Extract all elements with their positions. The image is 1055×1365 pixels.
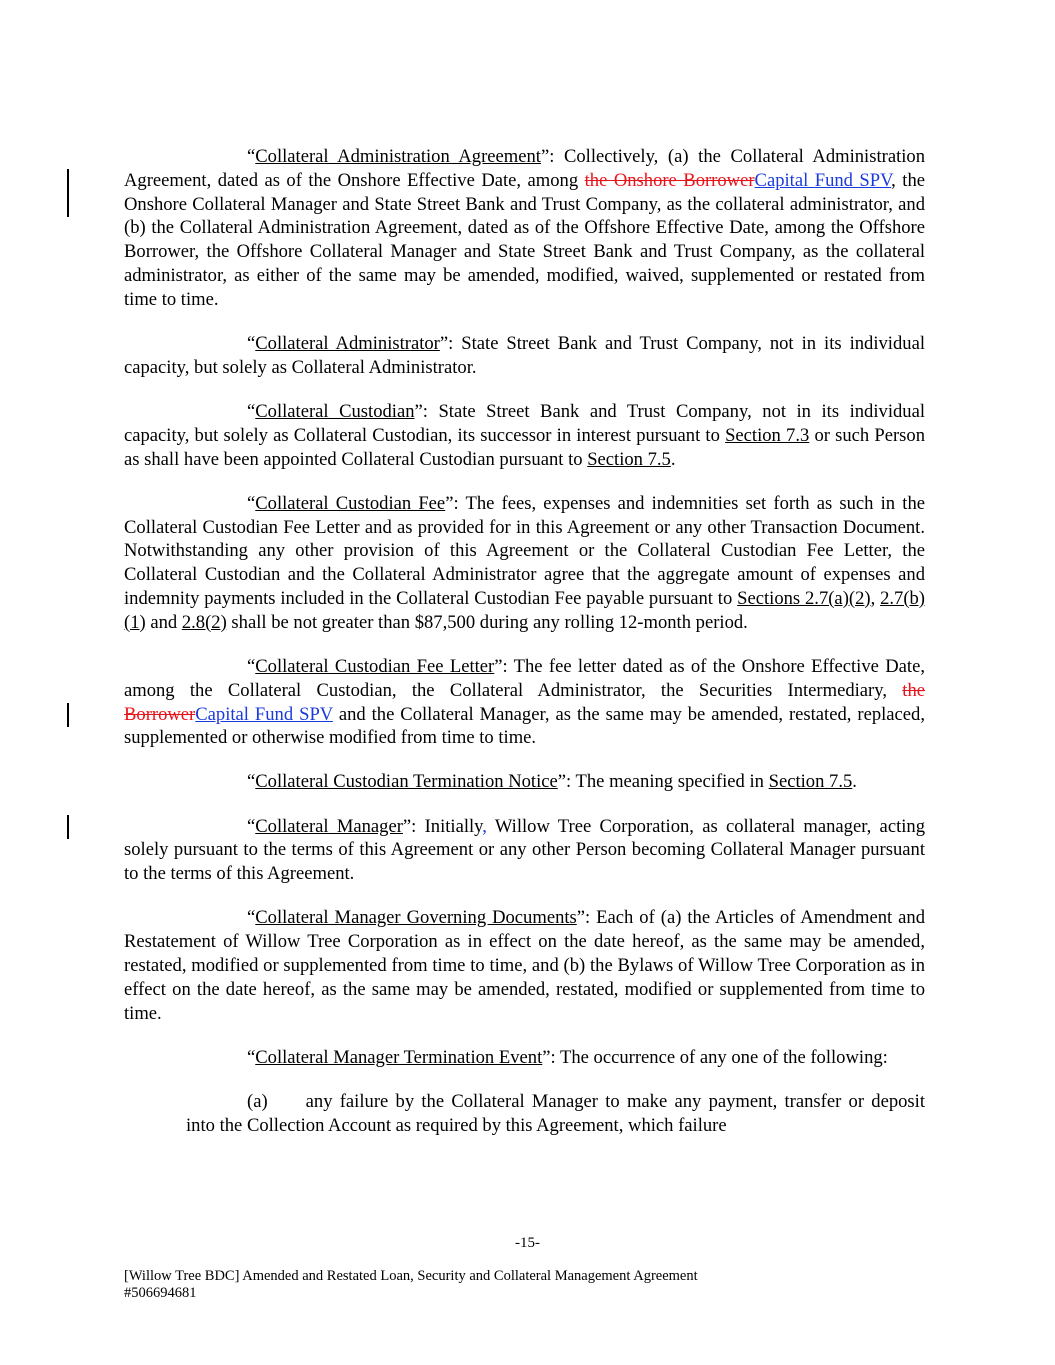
text: ”: The occurrence of any one of the following:	[542, 1046, 888, 1068]
deleted-text: the Borrower	[124, 679, 925, 725]
text: ”: Collectively, (a) the Collateral Administration Agreement, dated as of the Onshore Effective Date, among	[124, 146, 925, 191]
footer-doc-id: #506694681	[124, 1285, 197, 1301]
change-bar	[67, 169, 69, 217]
inserted-text: Capital Fund SPV	[195, 703, 333, 725]
text: .	[670, 448, 676, 470]
defined-term: Sections 2.7(a)(2)	[737, 587, 871, 609]
defined-term: Collateral Manager Termination Event	[255, 1046, 543, 1068]
text: ”: State Street Bank and Trust Company, not in its individual capacity, but solely as Collateral Custodian, its successor in interest pursuant to	[124, 400, 925, 446]
text: “	[247, 815, 256, 837]
text: “	[247, 332, 256, 354]
inserted-text: ,	[482, 815, 487, 837]
text: ”: State Street Bank and Trust Company, not in its individual capacity, but solely as Collateral Administrator.	[124, 332, 925, 378]
footer-title: [Willow Tree BDC] Amended and Restated Loan, Security and Collateral Management Agreement	[124, 1268, 698, 1284]
inserted-text: Capital Fund SPV	[754, 169, 892, 191]
text: ”: The fee letter dated as of the Onshore Effective Date, among the Collateral Custodian, the Collateral Administrator, the Securities Intermediary,	[124, 655, 925, 701]
text: or such Person as shall have been appointed Collateral Custodian pursuant to	[124, 424, 926, 470]
definition-paragraph	[124, 770, 925, 794]
defined-term: Section 7.3	[725, 424, 810, 446]
text: “	[247, 492, 256, 514]
defined-term: 2.7(b)(1)	[124, 587, 926, 633]
text: ”: The fees, expenses and indemnities set forth as such in the Collateral Custodian Fee Letter and as provided for in this Agreement or any other Transaction Document. Notwithstanding any other provision of this Agreement or the Collateral Custodian Fee Letter, the Collateral Custodian and the Collateral Administrator agree that the aggregate amount of expenses and indemnity payments included in the Collateral Custodian Fee payable pursuant to	[124, 492, 925, 609]
defined-term: Collateral Custodian Fee	[255, 492, 446, 514]
text: “	[247, 771, 256, 793]
text: , the Onshore Collateral Manager and State Street Bank and Trust Company, as the collateral administrator, and (b) the Collateral Administration Agreement, dated as of the Offshore Effective Date, among the Offshore Borrower, the Offshore Collateral Manager and State Street Bank and Trust Company, as the collateral administrator, as either of the same may be amended, modified, waived, supplemented or restated from time to time.	[124, 169, 925, 310]
subclause-a	[124, 1090, 925, 1138]
definition-paragraph	[124, 400, 925, 471]
defined-term: Collateral Custodian	[255, 400, 415, 422]
definition-paragraph	[124, 906, 925, 1025]
text: “	[247, 400, 256, 422]
defined-term: Collateral Manager Governing Documents	[255, 907, 577, 929]
change-bar	[67, 815, 69, 839]
page-number: -15-	[515, 1235, 540, 1251]
defined-term: Section 7.5	[587, 448, 671, 470]
footer	[124, 1268, 698, 1302]
text: and	[145, 611, 182, 633]
definition-paragraph	[124, 655, 925, 750]
defined-term: Collateral Custodian Fee Letter	[255, 655, 495, 677]
definition-paragraph	[124, 145, 925, 312]
text: .	[852, 771, 857, 793]
defined-term: Collateral Custodian Termination Notice	[255, 771, 558, 793]
text: shall be not greater than $87,500 during any rolling 12-month period.	[226, 611, 748, 633]
defined-term: Collateral Manager	[255, 815, 403, 837]
text: ”: The meaning specified in	[557, 771, 769, 793]
deleted-text: the Onshore Borrower	[584, 169, 755, 191]
document-body	[124, 145, 925, 1158]
text: “	[247, 907, 256, 929]
subclause-text: any failure by the Collateral Manager to make any payment, transfer or deposit into the Collection Account as required by this Agreement, which failure	[186, 1091, 925, 1136]
subclause-label: (a)	[247, 1091, 268, 1113]
text: Willow Tree Corporation, as collateral manager, acting solely pursuant to the terms of this Agreement or any other Person becoming Collateral Manager pursuant to the terms of this Agreement.	[124, 815, 925, 885]
text: ,	[870, 587, 881, 609]
text: “	[247, 146, 256, 167]
text: “	[247, 655, 256, 677]
definition-paragraph	[124, 815, 925, 886]
defined-term: Section 7.5	[768, 771, 853, 793]
change-bar	[67, 703, 69, 727]
defined-term: Collateral Administration Agreement	[255, 146, 541, 167]
definition-paragraph	[124, 1046, 925, 1070]
text: ”: Initially	[402, 815, 483, 837]
definition-paragraph	[124, 492, 925, 635]
text: and the Collateral Manager, as the same may be amended, restated, replaced, supplemented or otherwise modified from time to time.	[124, 703, 925, 749]
defined-term: Collateral Administrator	[255, 332, 440, 354]
text: “	[247, 1046, 256, 1068]
text: ”: Each of (a) the Articles of Amendment and Restatement of Willow Tree Corporation as in effect on the date hereof, as the same may be amended, restated, modified or supplemented from time to time, and (b) the Bylaws of Willow Tree Corporation as in effect on the date hereof, as the same may be amended, restated, modified or supplemented from time to time.	[124, 907, 926, 1024]
definition-paragraph	[124, 332, 925, 380]
defined-term: 2.8(2)	[181, 611, 227, 633]
